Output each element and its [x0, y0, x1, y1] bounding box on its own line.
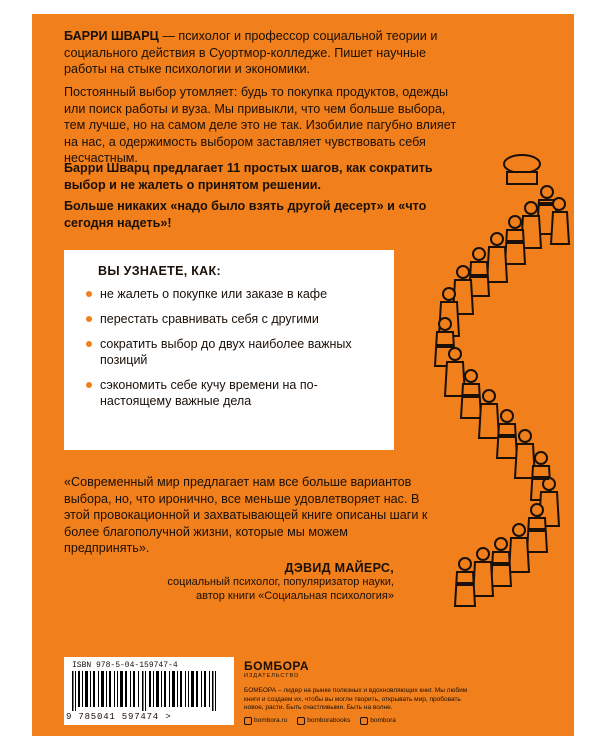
learn-item: [86, 311, 376, 327]
bullet-icon: [86, 316, 92, 322]
review-quote: «Современный мир предлагает нам все больше вариантов выбора, но, что иронично, все меньше удовлетворяет нас. В этой провокационной и захватывающей книге описаны шаги к более благополучной жизни, которые мы можем предпринять».: [64, 475, 428, 555]
barcode-icon: [72, 671, 228, 711]
bullet-icon: [86, 291, 92, 297]
publisher-logo: БОМБОРА: [244, 659, 310, 673]
author-bio-text: — психолог и профессор социальной теории и социального действия в Суортмор-колледже. Пишет научные работы на стыке психологии и экономики.: [64, 29, 438, 76]
quote-author-title: социальный психолог, популяризатор науки,: [167, 576, 394, 588]
publisher-block: [244, 659, 544, 725]
publisher-socials: [244, 717, 544, 725]
quote-author-book: автор книги «Социальная психология»: [195, 590, 394, 602]
author-bio-name: БАРРИ ШВАРЦ: [64, 29, 159, 43]
learn-item: [86, 286, 376, 302]
learn-item-text: не жалеть о покупке или заказе в кафе: [100, 287, 328, 301]
person-figure: [504, 155, 540, 184]
isbn-label: ISBN 978-5-04-159747-4: [72, 661, 178, 670]
social-item: [360, 717, 396, 725]
quote-attribution: [167, 561, 394, 603]
social-label: bombora: [370, 717, 396, 724]
publisher-description: БОМБОРА – лидер на рынке полезных и вдохновляющих книг. Мы любим книги и создаем их, чтобы вы могли творить, открывать мир, пробовать новое, расти. Быть счастливыми. Быть на волне.: [244, 687, 468, 711]
learn-box-title: ВЫ УЗНАЕТЕ, КАК:: [98, 264, 221, 278]
social-item: [297, 717, 350, 725]
author-bio: [64, 28, 459, 78]
learn-item: [86, 336, 376, 368]
bullet-icon: [86, 341, 92, 347]
description-paragraph: Постоянный выбор утомляет: будь то покупка продуктов, одежды или поиск работы и вуза. Мы привыкли, что чем больше выбора, тем лучше, но на самом деле это не так. Изобилие пагубно влияет на нас, а одержимость выбором заставляет чувствовать себя несчастным.: [64, 85, 457, 165]
social-label: bombora.ru: [254, 717, 288, 724]
social-item: [244, 717, 287, 725]
tagline-paragraph: Больше никаких «надо было взять другой десерт» и «что сегодня надеть»!: [64, 199, 427, 230]
book-back-cover: [32, 14, 574, 736]
social-label: bomborabooks: [307, 717, 351, 724]
learn-item-text: сэкономить себе кучу времени на по-настоящему важные дела: [100, 378, 318, 408]
promise-paragraph: Барри Шварц предлагает 11 простых шагов, как сократить выбор и не жалеть о принятом решении.: [64, 161, 433, 192]
learn-item-text: перестать сравнивать себя с другими: [100, 312, 319, 326]
vk-icon: [297, 717, 305, 725]
quote-author-name: ДЭВИД МАЙЕРС,: [284, 561, 394, 575]
learn-item: [86, 377, 376, 409]
learn-list: [86, 286, 376, 418]
learn-box: [64, 250, 394, 450]
crowd-illustration: [427, 144, 577, 614]
publisher-logo-subtitle: ИЗДАТЕЛЬСТВО: [244, 673, 300, 679]
bullet-icon: [86, 382, 92, 388]
telegram-icon: [360, 717, 368, 725]
instagram-icon: [244, 717, 252, 725]
barcode-block: [64, 657, 234, 725]
barcode-digits: 9 785041 597474 >: [66, 712, 172, 722]
learn-item-text: сократить выбор до двух наиболее важных позиций: [100, 337, 352, 367]
